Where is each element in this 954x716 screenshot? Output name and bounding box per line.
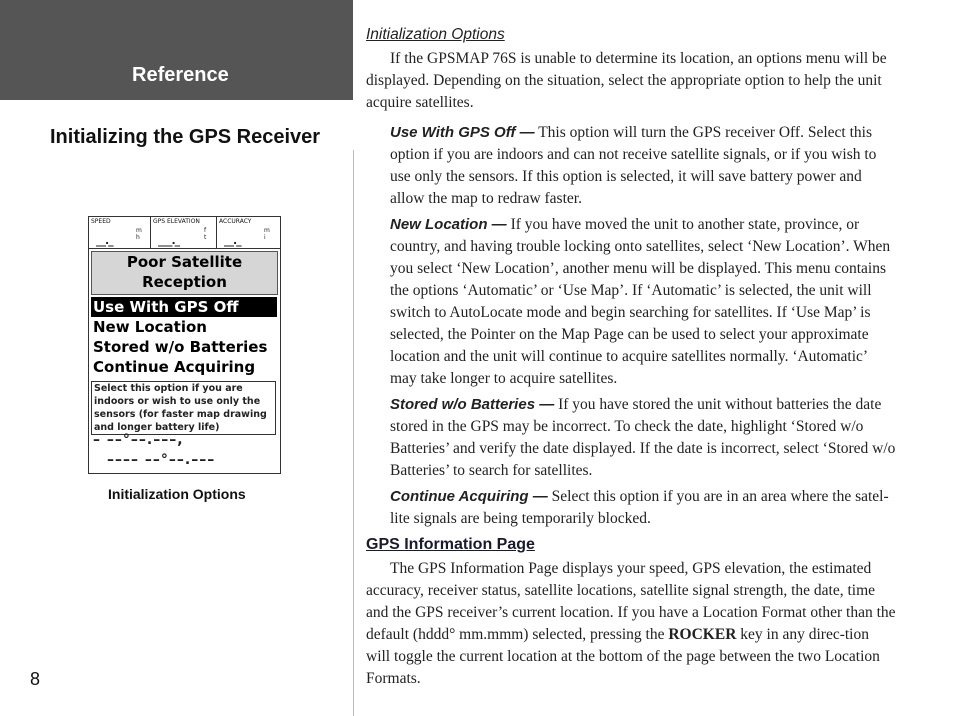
section-title: Initializing the GPS Receiver xyxy=(50,126,321,148)
term: Continue Acquiring — xyxy=(390,488,548,505)
device-screen xyxy=(88,216,281,474)
title-line-2: Reception xyxy=(142,273,227,291)
accuracy-field xyxy=(217,217,280,248)
gps-information-heading: GPS Information Page xyxy=(366,536,535,553)
accuracy-unit: m i xyxy=(264,227,270,241)
item-use-with-gps-off xyxy=(390,122,896,210)
speed-unit: m h xyxy=(136,227,142,241)
location-line-1: – ––°––.–––, xyxy=(93,432,184,448)
info-text-a: The GPS Information Page displays your speed, GPS elevation, the estimated accuracy, receiver status, satellite locations, satellite signal strength, the date, time and the GPS receiver’s current location. If you have a Location Format other than the default (hddd° mm.mmm) selected, pressing the xyxy=(366,560,896,643)
option-continue-acquiring[interactable]: Continue Acquiring xyxy=(93,358,256,376)
page-number: 8 xyxy=(30,669,41,689)
options-menu xyxy=(91,297,277,377)
elevation-field xyxy=(151,217,217,248)
subhead: Initialization Options xyxy=(366,26,505,43)
option-use-with-gps-off[interactable]: Use With GPS Off xyxy=(91,297,277,317)
item-text: If you have moved the unit to another state, province, or country, and having trouble locking onto satellites, select ‘New Location’. When you select ‘New Location’, another menu will be displayed. This menu contains the options ‘Automatic’ or ‘Use Map’. If ‘Automatic’ is selected, the unit will switch to AutoLocate mode and begin searching for satellites. If ‘Use Map’ is selected, the Pointer on the Map Page can be used to select your approximate location and the unit will continue to acquire satellites normally. ‘Automatic’ may take longer to acquire satellites. xyxy=(390,216,891,387)
accuracy-value: __._ xyxy=(224,234,241,247)
info-text-b: key in any direc-tion will toggle the current location at the bottom of the page between the two Location Formats. xyxy=(366,626,880,687)
title-line-1: Poor Satellite xyxy=(126,253,243,271)
item-new-location xyxy=(390,214,896,390)
term: Use With GPS Off — xyxy=(390,124,535,141)
main-column xyxy=(366,24,896,698)
column-divider xyxy=(353,150,354,716)
field-divider xyxy=(89,248,280,249)
item-text: Select this option if you are in an area where the satel-lite signals are being temporarily blocked. xyxy=(390,488,889,527)
reference-tab xyxy=(0,0,353,100)
term: Stored w/o Batteries — xyxy=(390,396,555,413)
gps-information-paragraph xyxy=(366,558,896,690)
item-text: This option will turn the GPS receiver Off. Select this option if you are indoors and can not receive satellite signals, or if you wish to use only the sensors. If this option is selected, it will save battery power and allow the map to redraw faster. xyxy=(390,124,877,207)
option-new-location[interactable]: New Location xyxy=(93,318,207,336)
item-stored-wo-batteries xyxy=(390,394,896,482)
accuracy-label: ACCURACY xyxy=(219,218,252,225)
item-continue-acquiring xyxy=(390,486,896,530)
location-line-2: –––– ––°––.––– xyxy=(107,452,216,468)
option-stored-wo-batteries[interactable]: Stored w/o Batteries xyxy=(93,338,268,356)
elevation-label: GPS ELEVATION xyxy=(153,218,200,225)
elevation-unit: f t xyxy=(204,227,207,241)
elevation-value: ___._ xyxy=(158,234,180,247)
speed-field xyxy=(89,217,151,248)
rocker-key: ROCKER xyxy=(668,626,737,643)
figure-caption: Initialization Options xyxy=(108,486,246,502)
speed-label: SPEED xyxy=(91,218,111,225)
item-text: If you have stored the unit without batteries the date stored in the GPS may be incorrect. To check the date, highlight ‘Stored w/o Batteries’ and verify the date displayed. If the date is incorrect, select ‘Stored w/o Batteries’ to search for satellites. xyxy=(390,396,896,479)
option-hint: Select this option if you are indoors or wish to use only the sensors (for faster map drawing and longer battery life) xyxy=(91,381,276,435)
speed-value: __._ xyxy=(96,234,113,247)
tab-label: Reference xyxy=(132,64,229,86)
intro-paragraph: If the GPSMAP 76S is unable to determine its location, an options menu will be displayed. Depending on the situation, select the appropriate option to help the unit acquire satellites. xyxy=(366,50,887,111)
term: New Location — xyxy=(390,216,507,233)
poor-reception-title xyxy=(91,251,278,295)
